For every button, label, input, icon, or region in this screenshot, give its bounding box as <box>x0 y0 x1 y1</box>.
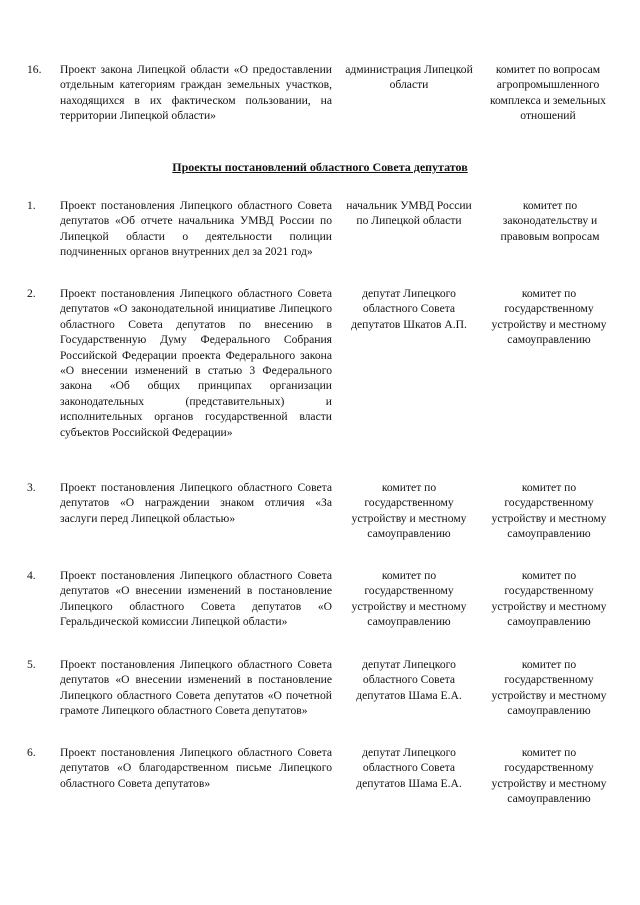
row-author: депутат Липецкого областного Совета депутатов Шама Е.А. <box>356 658 462 702</box>
row-description: Проект закона Липецкой области «О предоставлении отдельным категориям граждан земельных участков, находящихся в их фактическом пользовании, на территории Липецкой области» <box>60 63 332 123</box>
row-committee: комитет по государственному устройству и местному самоуправлению <box>491 746 607 806</box>
row-number: 16. <box>27 63 42 76</box>
row-number: 2. <box>27 287 36 300</box>
row-author: начальник УМВД России по Липецкой области <box>346 199 472 228</box>
row-number: 1. <box>27 199 36 212</box>
row-number: 5. <box>27 658 36 671</box>
row-committee: комитет по государственному устройству и местному самоуправлению <box>491 569 607 629</box>
row-description: Проект постановления Липецкого областного Совета депутатов «О внесении изменений в постановление Липецкого областного Совета депутатов «О Геральдической комиссии Липецкой области» <box>60 569 332 629</box>
row-committee: комитет по законодательству и правовым вопросам <box>500 199 600 243</box>
section-heading: Проекты постановлений областного Совета депутатов <box>172 160 468 174</box>
row-number: 4. <box>27 569 36 582</box>
row-author: депутат Липецкого областного Совета депутатов Шама Е.А. <box>356 746 462 790</box>
row-number: 3. <box>27 481 36 494</box>
row-committee: комитет по государственному устройству и местному самоуправлению <box>491 287 607 347</box>
row-author: комитет по государственному устройству и местному самоуправлению <box>351 569 467 629</box>
row-description: Проект постановления Липецкого областного Совета депутатов «О внесении изменений в постановление Липецкого областного Совета депутатов «О почетной грамоте Липецкого областного Совета депутатов» <box>60 658 332 718</box>
row-author: администрация Липецкой области <box>345 63 473 92</box>
row-description: Проект постановления Липецкого областного Совета депутатов «Об отчете начальника УМВД России по Липецкой области о деятельности полиции подчиненных органов внутренних дел за 2021 год» <box>60 199 332 259</box>
row-committee: комитет по вопросам агропромышленного комплекса и земельных отношений <box>490 63 606 123</box>
row-number: 6. <box>27 746 36 759</box>
row-committee: комитет по государственному устройству и местному самоуправлению <box>491 481 607 541</box>
row-description: Проект постановления Липецкого областного Совета депутатов «О награждении знаком отличия «За заслуги перед Липецкой областью» <box>60 481 332 525</box>
row-author: депутат Липецкого областного Совета депутатов Шкатов А.П. <box>351 287 467 331</box>
row-committee: комитет по государственному устройству и местному самоуправлению <box>491 658 607 718</box>
row-description: Проект постановления Липецкого областного Совета депутатов «О законодательной инициативе Липецкого областного Совета депутатов по внесению в Государственную Думу Федерального Собрания Российской Федерации проекта Федерального закона «О внесении изменений в статью 3 Федерального закона «Об общих принципах организации законодательных (представительных) и исполнительных органов государственной власти субъектов Российской Федерации» <box>60 287 332 439</box>
row-description: Проект постановления Липецкого областного Совета депутатов «О благодарственном письме Липецкого областного Совета депутатов» <box>60 746 332 790</box>
row-author: комитет по государственному устройству и местному самоуправлению <box>351 481 467 541</box>
